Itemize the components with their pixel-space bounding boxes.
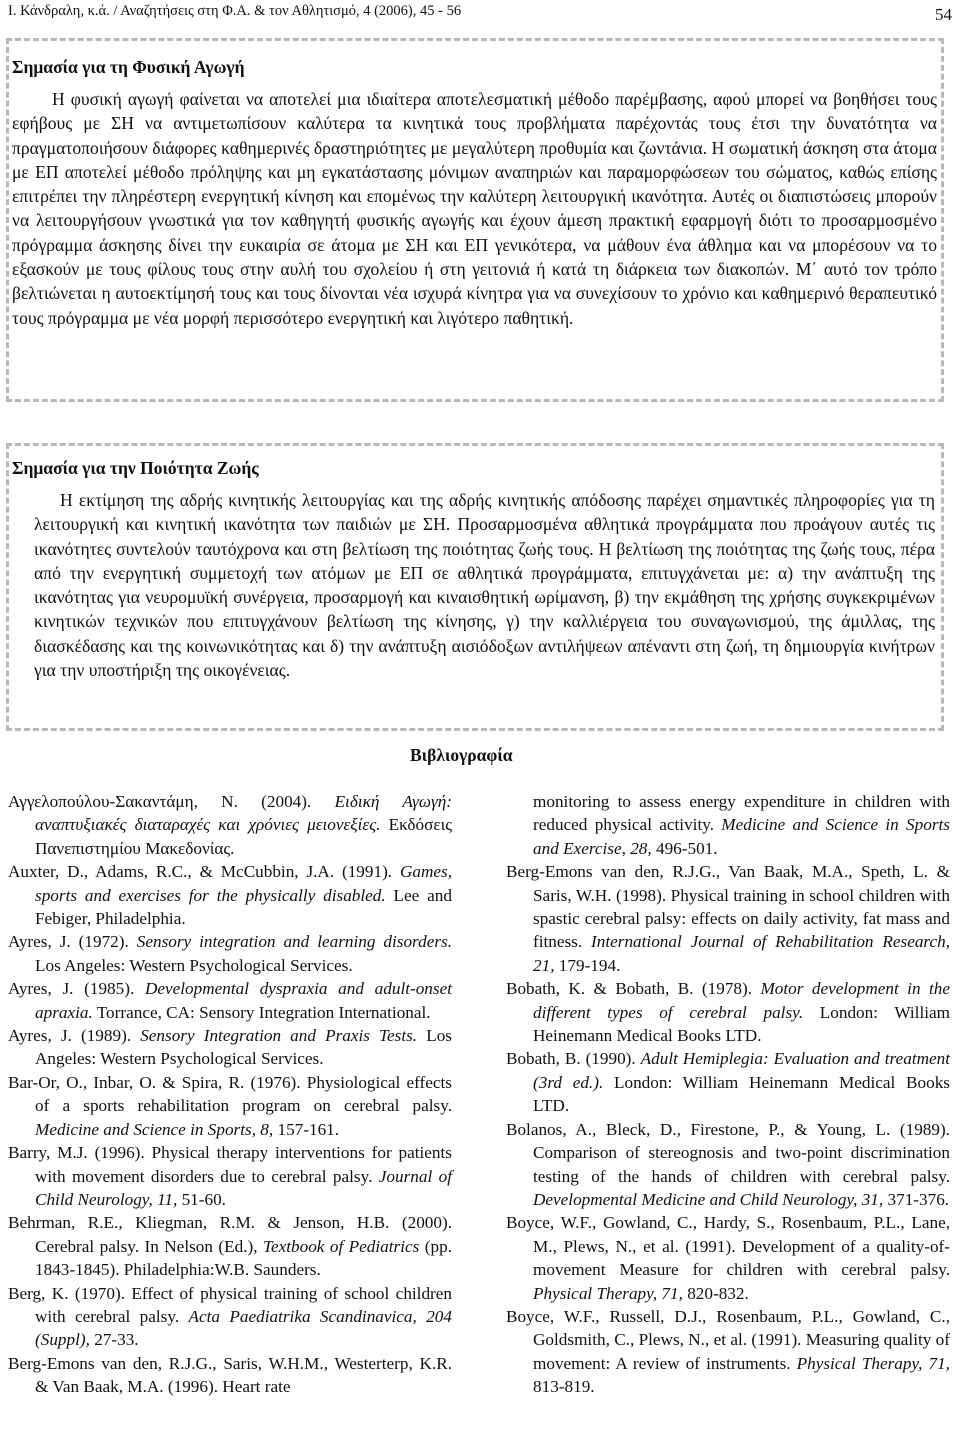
reference-item: Αγγελοπούλου-Σακαντάμη, Ν. (2004). Ειδική Αγωγή: αναπτυξιακές διαταραχές και χρόνιες μειονεξίες. Εκδόσεις Πανεπιστημίου Μακεδονίας. [8,792,452,858]
reference-item: Berg-Emons van den, R.J.G., Saris, W.H.M., Westerterp, K.R. & Van Baak, M.A. (1996). Heart rate [8,1353,452,1397]
reference-item: Berg-Emons van den, R.J.G., Van Baak, M.A., Speth, L. & Saris, W.H. (1998). Physical training in school children with spastic cerebral palsy: effects on daily activity, fat mass and fitness. International Journal of Rehabilitation Research, 21, 179-194. [506,862,950,975]
reference-item: Behrman, R.E., Kliegman, R.M. & Jenson, H.B. (2000). Cerebral palsy. In Nelson (Ed.), Textbook of Pediatrics (pp. 1843-1845). Philadelphia:W.B. Saunders. [8,1213,452,1280]
bibliography-title: Βιβλιογραφία [410,745,513,765]
section-box-quality-of-life [6,443,944,731]
reference-item: Bobath, K. & Bobath, B. (1978). Motor development in the different types of cerebral palsy. London: William Heinemann Medical Books LTD. [506,979,950,1046]
reference-item: Bolanos, A., Bleck, D., Firestone, P., & Young, L. (1989). Comparison of stereognosis and two-point discrimination testing of the hands of children with cerebral palsy. Developmental Medicine and Child Neurology, 31, 371-376. [506,1119,950,1209]
reference-item: Boyce, W.F., Russell, D.J., Rosenbaum, P.L., Gowland, C., Goldsmith, C., Plews, N., et al. (1991). Measuring quality of movement: A review of instruments. Physical Therapy, 71, 813-819. [506,1306,950,1397]
reference-item: Ayres, J. (1972). Sensory integration and learning disorders. Los Angeles: Western Psychological Services. [8,932,452,975]
reference-item: Ayres, J. (1989). Sensory Integration and Praxis Tests. Los Angeles: Western Psychological Services. [8,1026,452,1069]
section-paragraph: Η φυσική αγωγή φαίνεται να αποτελεί μια ιδιαίτερα αποτελεσματική μέθοδο παρέμβασης, αφού μπορεί να βοηθήσει τους εφήβους με ΣΗ να αντιμετωπίσουν καλύτερα τα κινητικά τους προβλήματα παρέχοντάς τους έτσι την δυνατότητα να πραγματοποιήσουν διάφορες καθημερινές δραστηριότητες με μεγαλύτερη προθυμία και ζωντάνια. Η σωματική άσκηση στα άτομα με ΕΠ αποτελεί μέθοδο πρόληψης και μη εγκατάστασης μόνιμων αναπηριών και παραμορφώσεων του σώματος, καθώς επίσης επιτρέπει την πληρέστερη ενεργητική κίνηση και επομένως την καλύτερη λειτουργική ικανότητα. Αυτές οι διαπιστώσεις μπορούν να λειτουργήσουν γνωστικά για τον καθηγητή φυσικής αγωγής και έχουν άμεση πρακτική εφαρμογή διότι το προσαρμοσμένο πρόγραμμα άσκησης δίνει την ευκαιρία σε άτομα με ΣΗ και ΕΠ γενικότερα, να μάθουν ένα άθλημα και να μπορέσουν να το εξασκούν με τους φίλους τους στην αυλή του σχολείου ή στη γειτονιά ή κατά τη διάρκεια των διακοπών. Μ΄ αυτό τον τρόπο βελτιώνεται η αυτοεκτίμησή τους και τους δίνονται νέα ισχυρά κίνητρα για να συνεχίσουν το χρόνιο και καθημερινό θεραπευτικό τους πρόγραμμα με νέα μορφή περισσότερο ενεργητική και λιγότερο παθητική. [12,89,937,328]
section-title: Σημασία για την Ποιότητα Ζωής [12,458,259,478]
section-paragraph: Η εκτίμηση της αδρής κινητικής λειτουργίας και της αδρής κινητικής απόδοσης παρέχει σημαντικές πληροφορίες για τη λειτουργική και κινητική ικανότητα των παιδιών με ΣΗ. Προσαρμοσμένα αθλητικά προγράμματα που προάγουν αυτές τις ικανότητες συντελούν ταυτόχρονα και στη βελτίωση της ποιότητας ζωής τους. Η βελτίωση της ποιότητας της ζωής τους, πέρα από την ενεργητική συμμετοχή των ατόμων με ΕΠ σε αθλητικά προγράμματα, επιτυγχάνεται με: α) την ανάπτυξη της ικανότητας για νευρομυϊκή συνέργεια, προσαρμογή και κιναισθητική ωρίμανση, β) την εκμάθηση της χρήσης συγκεκριμένων κινητικών τεχνικών που επιτυγχάνουν βελτίωση της κίνησης, γ) την καλλιέργεια του συναγωνισμού, της άμιλλας, της διασκέδασης και της κοινωνικότητας και δ) την ανάπτυξη αισιόδοξων αντιλήψεων απέναντι στη ζωή, τη δημιουργία κινήτρων για την υποστήριξη της οικογένειας. [34,490,935,681]
reference-item: Ayres, J. (1985). Developmental dyspraxia and adult-onset apraxia. Torrance, CA: Sensory Integration International. [8,979,452,1022]
reference-item: Boyce, W.F., Gowland, C., Hardy, S., Rosenbaum, P.L., Lane, M., Plews, N., et al. (1991). Development of a quality-of-movement Measure for children with cerebral palsy. Physical Therapy, 71, 820-832. [506,1213,950,1303]
references-right-column [506,790,950,1399]
section-box-physical-education [6,38,944,402]
reference-item: Barry, M.J. (1996). Physical therapy interventions for patients with movement disorders due to cerebral palsy. Journal of Child Neurology, 11, 51-60. [8,1143,453,1209]
page-number: 54 [935,5,952,24]
section-title: Σημασία για τη Φυσική Αγωγή [12,57,245,77]
running-header [8,0,952,22]
running-head: Ι. Κάνδραλη, κ.ά. / Αναζητήσεις στη Φ.Α. & τον Αθλητισμό, 4 (2006), 45 - 56 [8,3,462,19]
reference-item-continued: monitoring to assess energy expenditure in children with reduced physical activity. Medicine and Science in Sports and Exercise, 28, 496-501. [533,792,950,858]
reference-item: Auxter, D., Adams, R.C., & McCubbin, J.A. (1991). Games, sports and exercises for the physically disabled. Lee and Febiger, Philadelphia. [8,862,452,929]
reference-item: Bobath, B. (1990). Adult Hemiplegia: Evaluation and treatment (3rd ed.). London: William Heinemann Medical Books LTD. [506,1049,951,1116]
references-left-column [8,790,452,1399]
reference-item: Bar-Or, O., Inbar, O. & Spira, R. (1976). Physiological effects of a sports rehabilitation program on cerebral palsy. Medicine and Science in Sports, 8, 157-161. [8,1072,452,1139]
reference-item: Berg, K. (1970). Effect of physical training of school children with cerebral palsy. Acta Paediatrika Scandinavica, 204 (Suppl), 27-33. [8,1283,452,1350]
